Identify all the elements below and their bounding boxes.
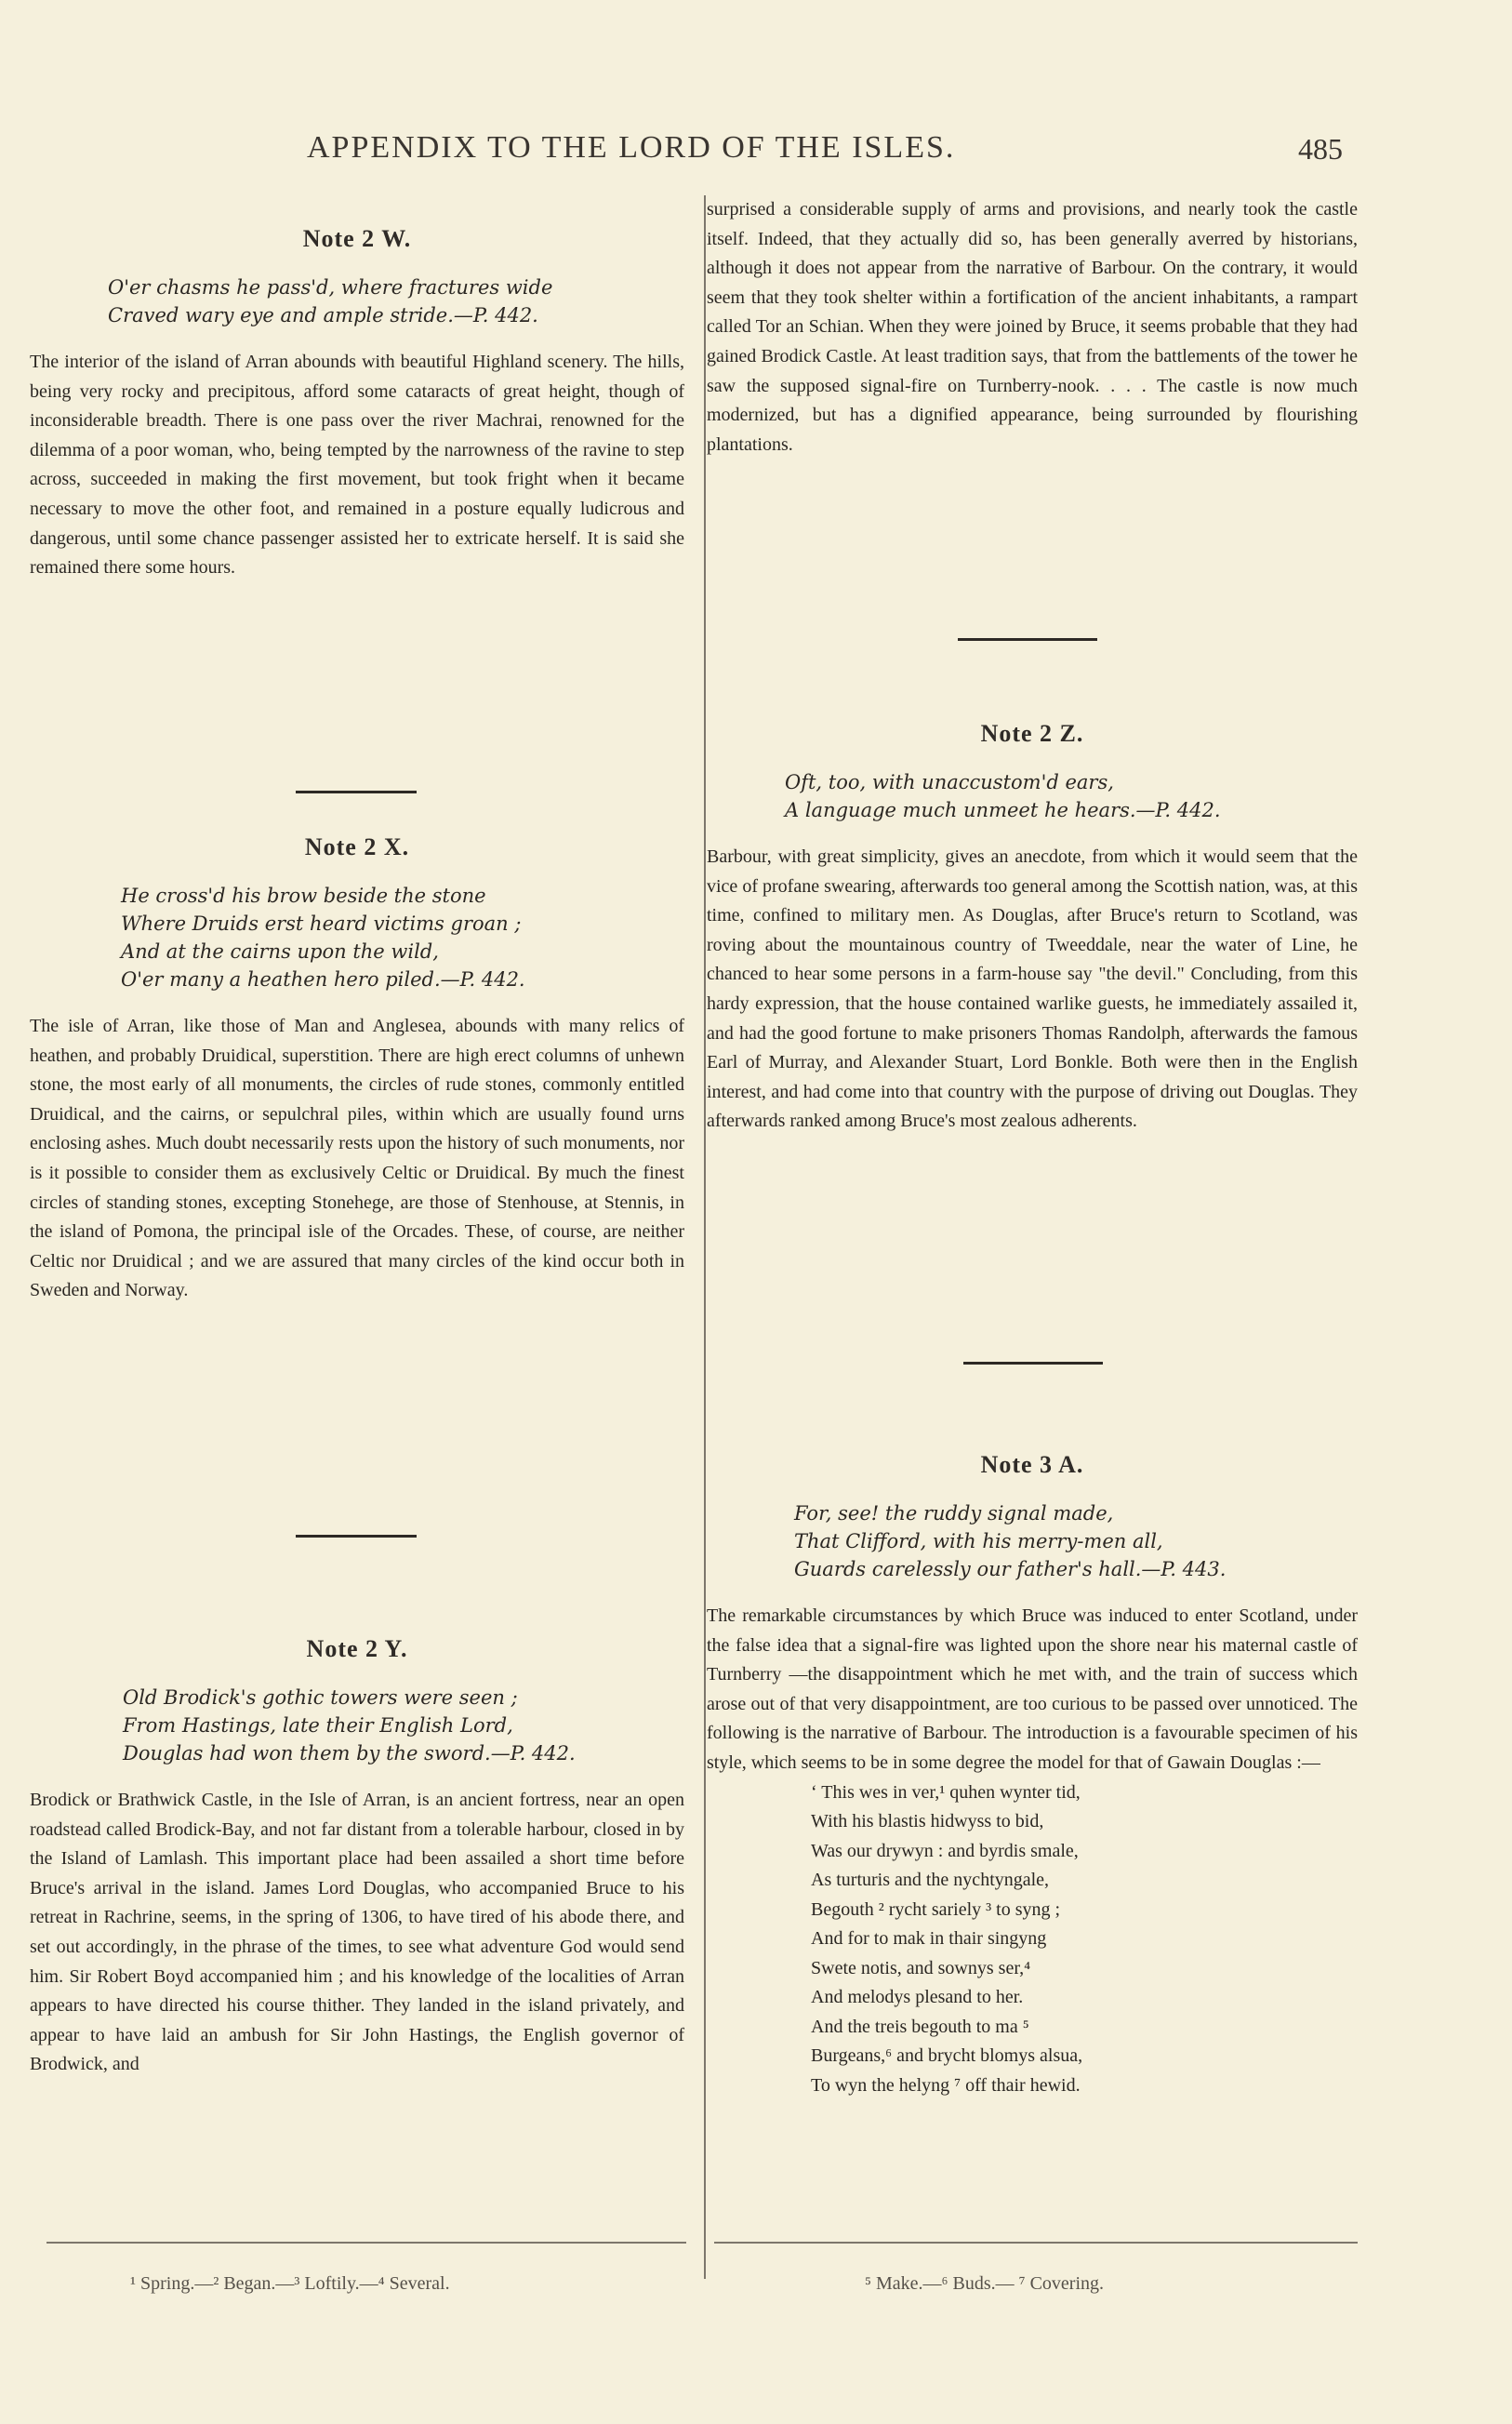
- poem-line: And melodys plesand to her.: [811, 1987, 1024, 2008]
- section-rule: [963, 1362, 1103, 1365]
- note-body: The isle of Arran, like those of Man and Anglesea, abounds with many relics of heathen, and probably Druidical, superstition. There are high erect columns of unhewn stone, the most early of all monuments, the circles of rude stones, commonly entitled Druidical, and the cairns, or sepulchral piles, within which are usually found urns enclosing ashes. Much doubt necessarily rests upon the history of such monuments, nor is it possible to consider them as exclusively Celtic or Druidical. By much the finest circles of standing stones, excepting Stonehege, are those of Stenhouse, at Stennis, in the island of Pomona, the principal isle of the Orcades. These, of course, are neither Celtic nor Druidical ; and we are assured that many circles of the kind occur both in Sweden and Norway.: [30, 1016, 684, 1301]
- epigraph-line: Guards carelessly our father's hall.—P. 443.: [794, 1558, 1227, 1580]
- note-3a: [707, 1451, 1358, 2100]
- poem-line: And for to mak in thair singyng: [811, 1928, 1047, 1950]
- poem-line: And the treis begouth to ma ⁵: [811, 2016, 1029, 2037]
- epigraph: [30, 273, 684, 329]
- footnote-right: ⁵ Make.—⁶ Buds.— ⁷ Covering.: [865, 2273, 1105, 2294]
- epigraph-line: Old Brodick's gothic towers were seen ;: [123, 1686, 518, 1709]
- poem-line: Was our drywyn : and byrdis smale,: [811, 1840, 1079, 1861]
- note-body: The remarkable circumstances by which Bruce was induced to enter Scotland, under the false idea that a signal-fire was lighted upon the shore near his maternal castle of Turnberry —the disappointment which he met with, and the train of success which arose out of that very disappointment, are too curious to be passed over unnoticed. The following is the narrative of Barbour. The introduction is a favourable specimen of his style, which seems to be in some degree the model for that of Gawain Douglas :—: [707, 1605, 1358, 1773]
- epigraph-line: That Clifford, with his merry-men all,: [794, 1530, 1163, 1552]
- note-body: surprised a considerable supply of arms and provisions, and nearly took the castle itself. Indeed, that they actually did so, has been generally averred by historians, although it does not appear from the narrative of Barbour. On the contrary, it would seem that they took shelter within a fortification of the ancient inhabitants, a rampart called Tor an Schian. When they were joined by Bruce, it seems probable that they had gained Brodick Castle. At least tradition says, that from the battlements of the tower he saw the supposed signal-fire on Turnberry-nook. . . . The castle is now much modernized, but has a dignified appearance, being surrounded by flourishing plantations.: [707, 199, 1358, 455]
- column-divider: [704, 195, 706, 2279]
- note-body: Barbour, with great simplicity, gives an anecdote, from which it would seem that the vice of profane swearing, afterwards too general among the Scottish nation, was, at this time, confined to military men. As Douglas, after Bruce's return to Scotland, was roving about the mountainous country of Tweeddale, near the water of Line, he chanced to hear some persons in a farm-house say "the devil." Concluding, from this hardy expression, that the house contained warlike guests, he immediately assailed it, and had the good fortune to make prisoners Thomas Randolph, afterwards the famous Earl of Murray, and Alexander Stuart, Lord Bonkle. Both were then in the English interest, and had come into that country with the purpose of driving out Douglas. They afterwards ranked among Bruce's most zealous adherents.: [707, 846, 1358, 1132]
- footnote-rule: [714, 2242, 1358, 2244]
- epigraph-line: O'er many a heathen hero piled.—P. 442.: [121, 968, 525, 991]
- epigraph: [30, 882, 684, 993]
- note-2y-continued: [707, 195, 1358, 459]
- epigraph: [707, 1499, 1358, 1583]
- poem-excerpt: [707, 1778, 1358, 2101]
- section-rule: [296, 1535, 417, 1538]
- note-2x: [30, 833, 684, 1306]
- epigraph-line: Where Druids erst heard victims groan ;: [121, 912, 522, 935]
- epigraph: [30, 1684, 684, 1767]
- page-number: 485: [1298, 132, 1343, 166]
- epigraph: [707, 768, 1358, 824]
- poem-line: Burgeans,⁶ and brycht blomys alsua,: [811, 2045, 1083, 2067]
- epigraph-line: Douglas had won them by the sword.—P. 442.: [123, 1742, 576, 1765]
- running-title: APPENDIX TO THE LORD OF THE ISLES.: [307, 130, 956, 165]
- note-body: Brodick or Brathwick Castle, in the Isle of Arran, is an ancient fortress, near an open roadstead called Brodick-Bay, and not far distant from a tolerable harbour, closed in by the Island of Lamlash. This important place had been assailed a short time before Bruce's arrival in the island. James Lord Douglas, who accompanied Bruce to his retreat in Rachrine, seems, in the spring of 1306, to have tired of his abode there, and set out accordingly, in the phrase of the times, to see what adventure God would send him. Sir Robert Boyd accompanied him ; and his knowledge of the localities of Arran appears to have directed his course thither. They landed in the island privately, and appear to have laid an ambush for Sir John Hastings, the English governor of Brodwick, and: [30, 1790, 684, 2075]
- note-2z: [707, 720, 1358, 1137]
- epigraph-line: Oft, too, with unaccustom'd ears,: [785, 771, 1114, 793]
- epigraph-line: For, see! the ruddy signal made,: [794, 1502, 1114, 1525]
- note-heading: Note 2 Z.: [980, 720, 1084, 747]
- note-heading: Note 2 X.: [304, 833, 410, 860]
- page-header: [0, 130, 1512, 177]
- section-rule: [958, 638, 1097, 641]
- footnote-left: ¹ Spring.—² Began.—³ Loftily.—⁴ Several.: [130, 2273, 450, 2294]
- poem-line: To wyn the helyng ⁷ off thair hewid.: [811, 2074, 1081, 2096]
- note-2w: [30, 225, 684, 583]
- note-2y: [30, 1635, 684, 2080]
- poem-line: ‘ This wes in ver,¹ quhen wynter tid,: [811, 1781, 1081, 1803]
- epigraph-line: Craved wary eye and ample stride.—P. 442.: [108, 304, 538, 326]
- poem-line: Swete notis, and sownys ser,⁴: [811, 1957, 1031, 1978]
- epigraph-line: And at the cairns upon the wild,: [121, 940, 439, 963]
- epigraph-line: A language much unmeet he hears.—P. 442.: [785, 799, 1221, 821]
- poem-line: Begouth ² rycht sariely ³ to syng ;: [811, 1898, 1061, 1920]
- note-body: The interior of the island of Arran abounds with beautiful Highland scenery. The hills, being very rocky and precipitous, afford some cataracts of great height, though of inconsiderable breadth. There is one pass over the river Machrai, renowned for the dilemma of a poor woman, who, being tempted by the narrowness of the ravine to step across, succeeded in making the first movement, but took fright when it became necessary to move the other foot, and remained in a posture equally ludicrous and dangerous, until some chance passenger assisted her to extricate herself. It is said she remained there some hours.: [30, 352, 684, 579]
- note-heading: Note 2 Y.: [306, 1635, 408, 1662]
- footnote-rule: [46, 2242, 686, 2244]
- section-rule: [296, 791, 417, 793]
- epigraph-line: O'er chasms he pass'd, where fractures wide: [108, 276, 553, 299]
- epigraph-line: He cross'd his brow beside the stone: [121, 885, 486, 907]
- note-heading: Note 2 W.: [302, 225, 412, 252]
- poem-line: With his blastis hidwyss to bid,: [811, 1811, 1044, 1832]
- epigraph-line: From Hastings, late their English Lord,: [123, 1714, 513, 1737]
- poem-line: As turturis and the nychtyngale,: [811, 1870, 1050, 1891]
- note-heading: Note 3 A.: [980, 1451, 1084, 1478]
